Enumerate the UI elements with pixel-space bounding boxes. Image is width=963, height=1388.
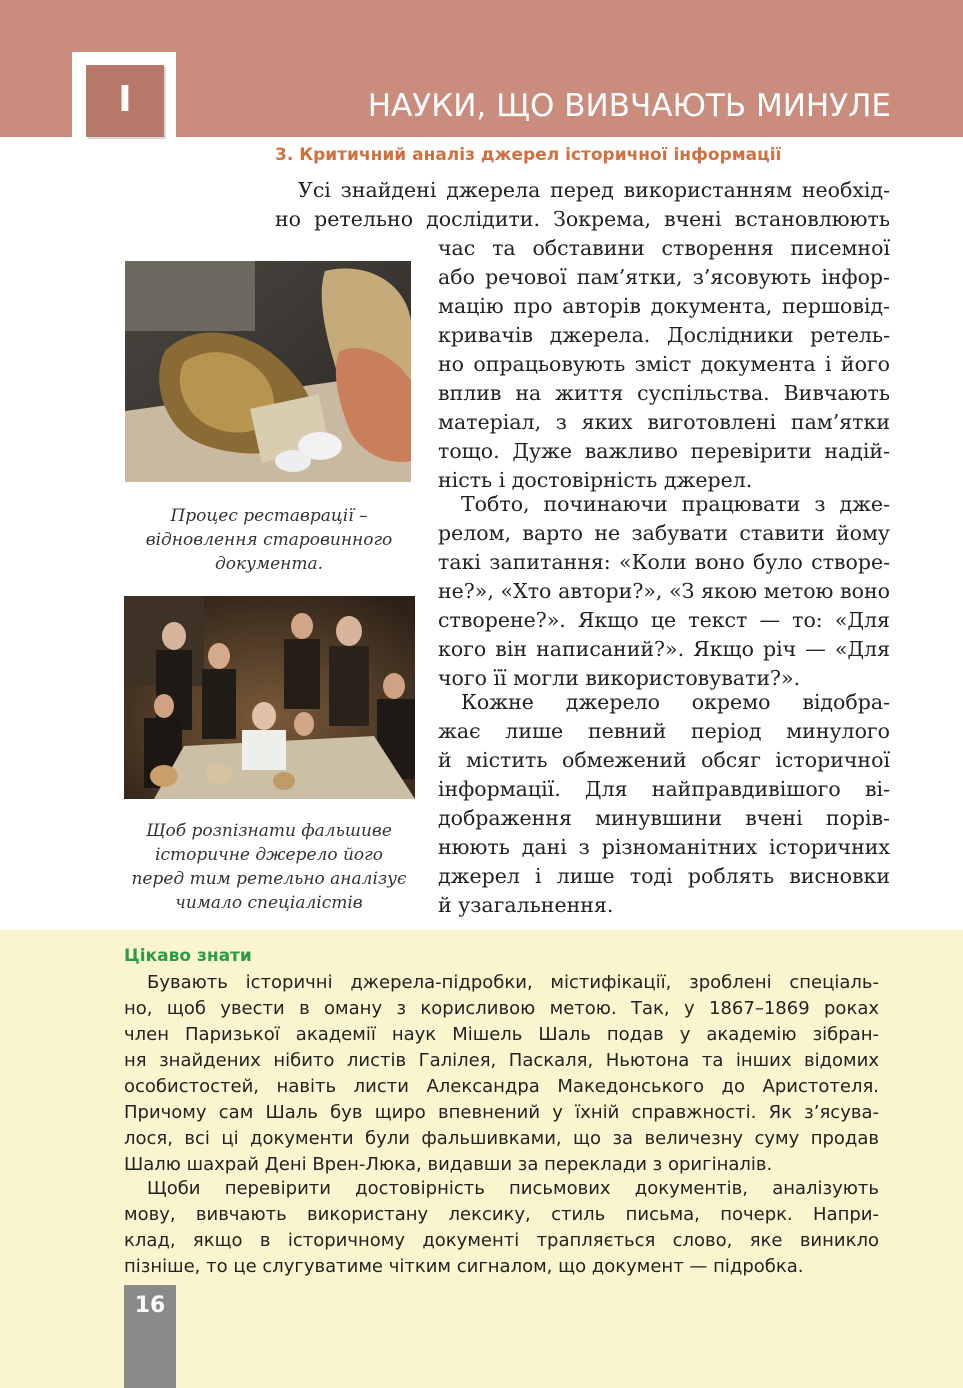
info-line: Причому сам Шаль був щиро впевнений у їхній справжності. Як з’ясува- [124, 1102, 879, 1123]
text-line: джерел і лише тоді роблять висновки [438, 864, 890, 888]
text-line: жає лише певний період минулого [438, 719, 890, 743]
info-line: член Паризької академії наук Мішель Шаль подав у академію зібран- [124, 1024, 879, 1045]
text-line: не?», «Хто автори?», «З якою метою воно [438, 579, 890, 603]
text-line: вплив на життя суспільства. Вивчають [438, 381, 890, 405]
figure-caption [124, 504, 414, 576]
info-line: Шалю шахрай Дені Врен-Люка, видавши за переклади з оригіналів. [124, 1154, 773, 1175]
text-line: ність і достовірність джерел. [438, 468, 753, 492]
text-line: й містить обмежений обсяг історичної [438, 748, 890, 772]
caption-line: історичне джерело його [155, 845, 383, 865]
info-line: особистостей, навіть листи Александра Македонського до Аристотеля. [124, 1076, 879, 1097]
text-line: інформації. Для найправдивішого ві- [438, 777, 890, 801]
text-line: тощо. Дуже важливо перевірити надій- [438, 439, 890, 463]
caption-line: Процес реставрації – [170, 506, 368, 526]
specialists-painting [124, 596, 415, 799]
text-line: Усі знайдені джерела перед використанням необхід- [298, 178, 890, 202]
caption-line: чимало спеціалістів [175, 893, 363, 913]
text-line: й узагальнення. [438, 893, 614, 917]
text-line: нюють дані з різноманітних історичних [438, 835, 890, 859]
text-line: або речової пам’ятки, з’ясовують інфор- [438, 265, 890, 289]
text-line: такі запитання: «Коли воно було створе- [438, 550, 890, 574]
text-line: но опрацьовують зміст документа і його [438, 352, 890, 376]
text-line: створене?». Якщо це текст — то: «Для [438, 608, 890, 632]
section-heading: 3. Критичний аналіз джерел історичної інформації [275, 145, 782, 165]
text-line: релом, варто не забувати ставити йому [438, 521, 890, 545]
info-line: Бувають історичні джерела-підробки, містифікації, зроблені спеціаль- [147, 972, 879, 993]
page-number: 16 [124, 1285, 176, 1388]
text-line: дображення минувшини вчені порів- [438, 806, 890, 830]
caption-line: документа. [214, 554, 324, 574]
figure-caption [124, 819, 414, 915]
text-line: мацію про авторів документа, першовід- [438, 294, 890, 318]
caption-line: перед тим ретельно аналізує [131, 869, 407, 889]
info-line: лося, всі ці документи були фальшивками, що за величезну суму продав [124, 1128, 879, 1149]
caption-line: відновлення старовинного [145, 530, 393, 550]
text-line: матеріал, з яких виготовлені пам’ятки [438, 410, 890, 434]
chapter-title: НАУКИ, ЩО ВИВЧАЮТЬ МИНУЛЕ [367, 88, 891, 124]
info-line: клад, якщо в історичному документі трапляється слово, яке виникло [124, 1230, 879, 1251]
text-line: кого він написаний?». Якщо річ — «Для [438, 637, 890, 661]
info-line: Щоби перевірити достовірність письмових документів, аналізують [147, 1178, 879, 1199]
info-line: ня знайдених нібито листів Галілея, Паскаля, Ньютона та інших відомих [124, 1050, 879, 1071]
text-line: чого її могли використовувати?». [438, 666, 801, 690]
text-line: Тобто, починаючи працювати з дже- [461, 492, 890, 516]
info-line: мову, вивчають використану лексику, стиль письма, почерк. Напри- [124, 1204, 879, 1225]
chapter-number: I [86, 65, 164, 137]
text-line: Кожне джерело окремо відобра- [461, 690, 890, 714]
text-line: кривачів джерела. Дослідники ретель- [438, 323, 890, 347]
caption-line: Щоб розпізнати фальшиве [146, 821, 392, 841]
info-line: пізніше, то це слугуватиме чітким сигналом, що документ — підробка. [124, 1256, 804, 1277]
restoration-photo [125, 261, 411, 482]
text-line: час та обставини створення писемної [438, 236, 890, 260]
info-box-title: Цікаво знати [124, 946, 252, 966]
text-line: но ретельно дослідити. Зокрема, вчені встановлюють [275, 207, 890, 231]
info-line: но, щоб увести в оману з корисливою метою. Так, у 1867–1869 роках [124, 998, 879, 1019]
